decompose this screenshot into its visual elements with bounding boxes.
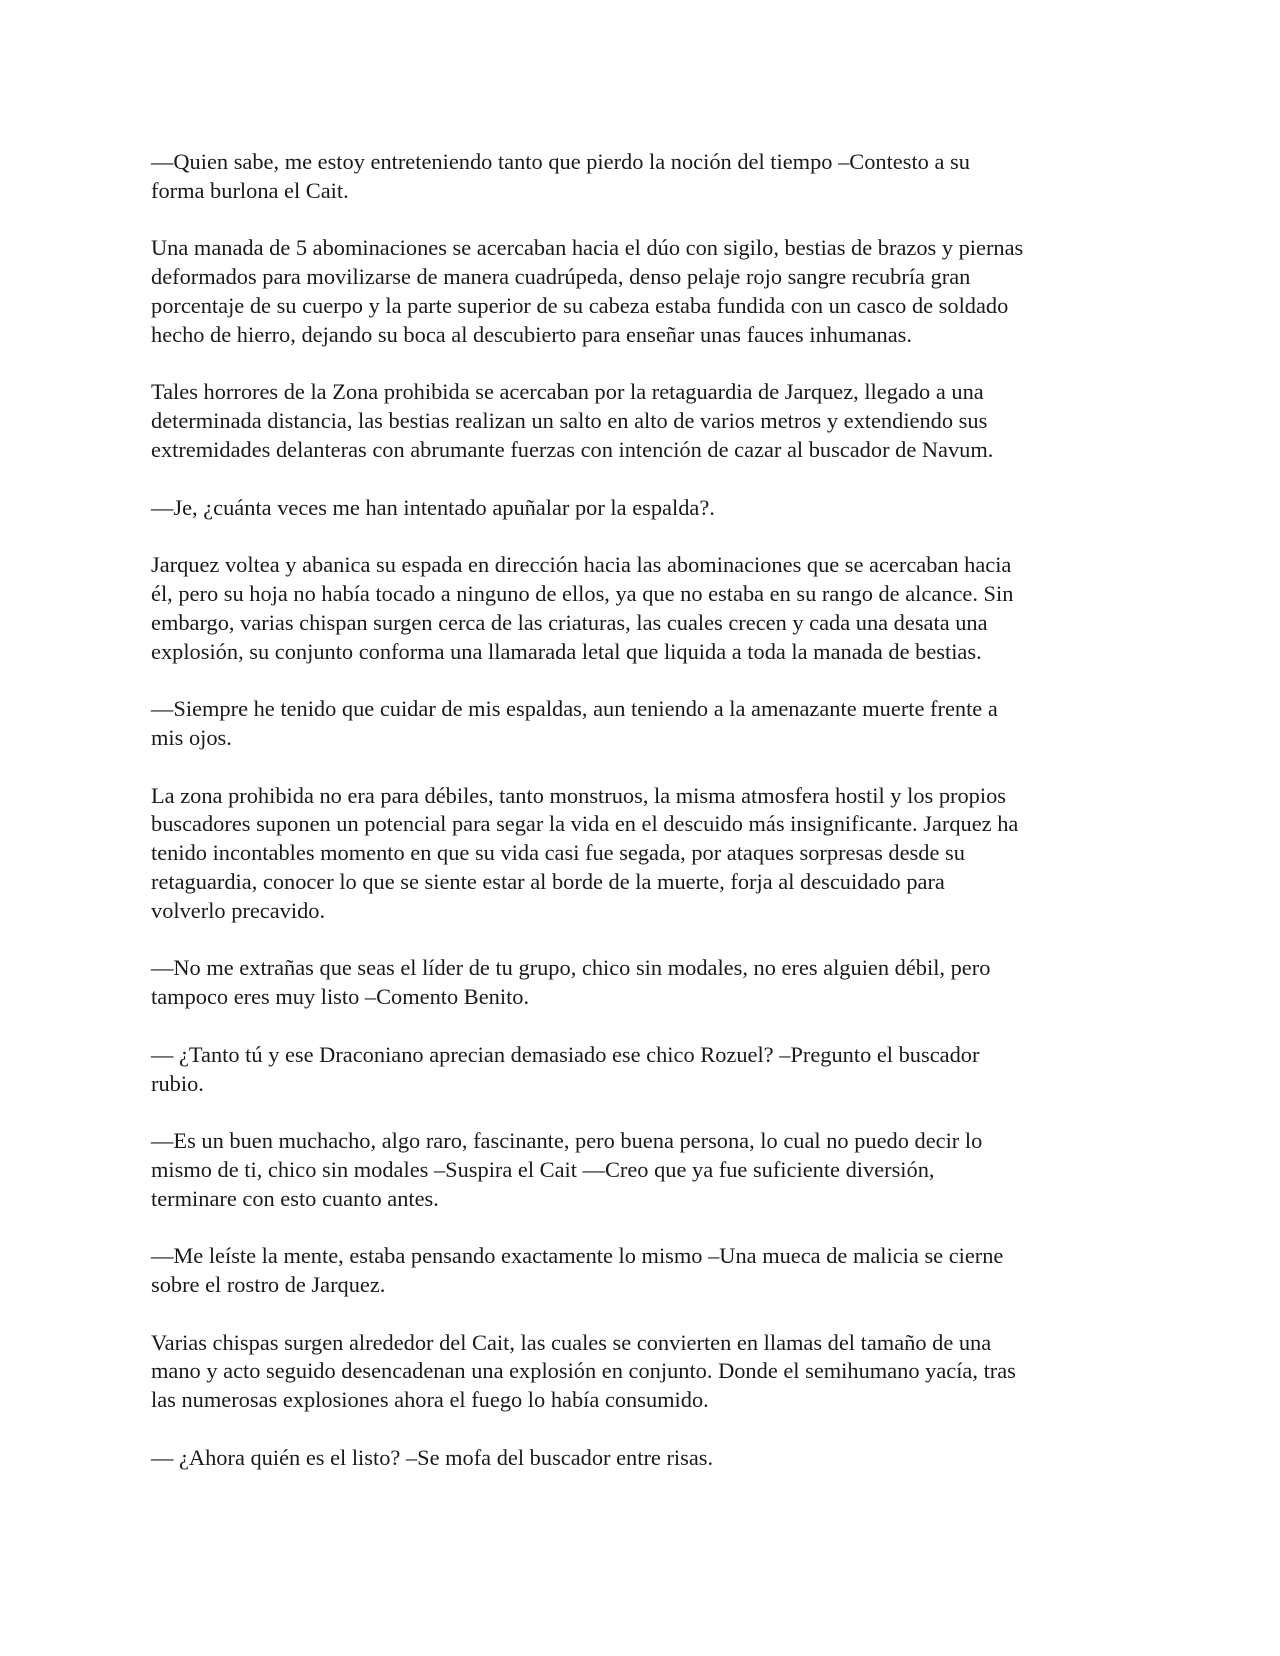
text-line: rubio. — [151, 1070, 204, 1096]
paragraph — [151, 1329, 1141, 1415]
text-line: —No me extrañas que seas el líder de tu grupo, chico sin modales, no eres alguien débil, pero — [151, 955, 991, 981]
text-line: Tales horrores de la Zona prohibida se acercaban por la retaguardia de Jarquez, llegado a una — [151, 379, 984, 405]
text-line: —Es un buen muchacho, algo raro, fascinante, pero buena persona, lo cual no puedo decir lo — [151, 1128, 983, 1154]
paragraph — [151, 234, 1141, 349]
text-line: mismo de ti, chico sin modales –Suspira el Cait —Creo que ya fue suficiente diversión, — [151, 1156, 935, 1182]
text-line: — ¿Tanto tú y ese Draconiano aprecian demasiado ese chico Rozuel? –Pregunto el buscador — [151, 1041, 980, 1067]
text-line: hecho de hierro, dejando su boca al descubierto para enseñar unas fauces inhumanas. — [151, 321, 912, 347]
text-line: las numerosas explosiones ahora el fuego lo había consumido. — [151, 1387, 709, 1413]
text-line: retaguardia, conocer lo que se siente estar al borde de la muerte, forja al descuidado para — [151, 868, 945, 894]
text-line: sobre el rostro de Jarquez. — [151, 1272, 386, 1298]
text-line: Una manada de 5 abominaciones se acercaban hacia el dúo con sigilo, bestias de brazos y piernas — [151, 235, 1024, 261]
text-line: tenido incontables momento en que su vida casi fue segada, por ataques sorpresas desde su — [151, 840, 965, 866]
text-line: embargo, varias chispan surgen cerca de las criaturas, las cuales crecen y cada una desata una — [151, 609, 988, 635]
paragraph — [151, 378, 1141, 464]
text-line: extremidades delanteras con abrumante fuerzas con intención de cazar al buscador de Navum. — [151, 436, 994, 462]
text-line: — ¿Ahora quién es el listo? –Se mofa del buscador entre risas. — [151, 1444, 714, 1470]
text-line: —Siempre he tenido que cuidar de mis espaldas, aun teniendo a la amenazante muerte frente a — [151, 696, 998, 722]
text-line: —Me leíste la mente, estaba pensando exactamente lo mismo –Una mueca de malicia se cierne — [151, 1243, 1004, 1269]
text-line: porcentaje de su cuerpo y la parte superior de su cabeza estaba fundida con un casco de soldado — [151, 292, 1009, 318]
text-line: —Quien sabe, me estoy entreteniendo tanto que pierdo la noción del tiempo –Contesto a su — [151, 149, 970, 174]
paragraph — [151, 1127, 1141, 1213]
paragraph — [151, 494, 1141, 523]
text-line: forma burlona el Cait. — [151, 177, 349, 203]
paragraph — [151, 551, 1141, 666]
text-line: terminare con esto cuanto antes. — [151, 1185, 439, 1211]
text-line: mano y acto seguido desencadenan una explosión en conjunto. Donde el semihumano yacía, tras — [151, 1358, 1016, 1384]
paragraph — [151, 695, 1141, 753]
text-line: él, pero su hoja no había tocado a ninguno de ellos, ya que no estaba en su rango de alcance. Sin — [151, 580, 1014, 606]
document-body — [151, 148, 1141, 1473]
text-line: mis ojos. — [151, 724, 232, 750]
text-line: volverlo precavido. — [151, 897, 326, 923]
paragraph — [151, 1041, 1141, 1099]
text-line: tampoco eres muy listo –Comento Benito. — [151, 984, 530, 1010]
text-line: Varias chispas surgen alrededor del Cait, las cuales se convierten en llamas del tamaño de una — [151, 1329, 992, 1355]
text-line: —Je, ¿cuánta veces me han intentado apuñalar por la espalda?. — [151, 494, 715, 520]
paragraph — [151, 1242, 1141, 1300]
text-line: Jarquez voltea y abanica su espada en dirección hacia las abominaciones que se acercaban hacia — [151, 552, 1012, 578]
text-line: explosión, su conjunto conforma una llamarada letal que liquida a toda la manada de bestias. — [151, 638, 982, 664]
paragraph — [151, 782, 1141, 926]
text-line: determinada distancia, las bestias realizan un salto en alto de varios metros y extendiendo sus — [151, 408, 988, 434]
paragraph — [151, 954, 1141, 1012]
text-line: buscadores suponen un potencial para segar la vida en el descuido más insignificante. Jarquez ha — [151, 811, 1019, 837]
paragraph — [151, 148, 1141, 206]
document-page — [151, 148, 1141, 1501]
text-line: La zona prohibida no era para débiles, tanto monstruos, la misma atmosfera hostil y los propios — [151, 782, 1006, 808]
paragraph — [151, 1444, 1141, 1473]
text-line: deformados para movilizarse de manera cuadrúpeda, denso pelaje rojo sangre recubría gran — [151, 264, 971, 290]
